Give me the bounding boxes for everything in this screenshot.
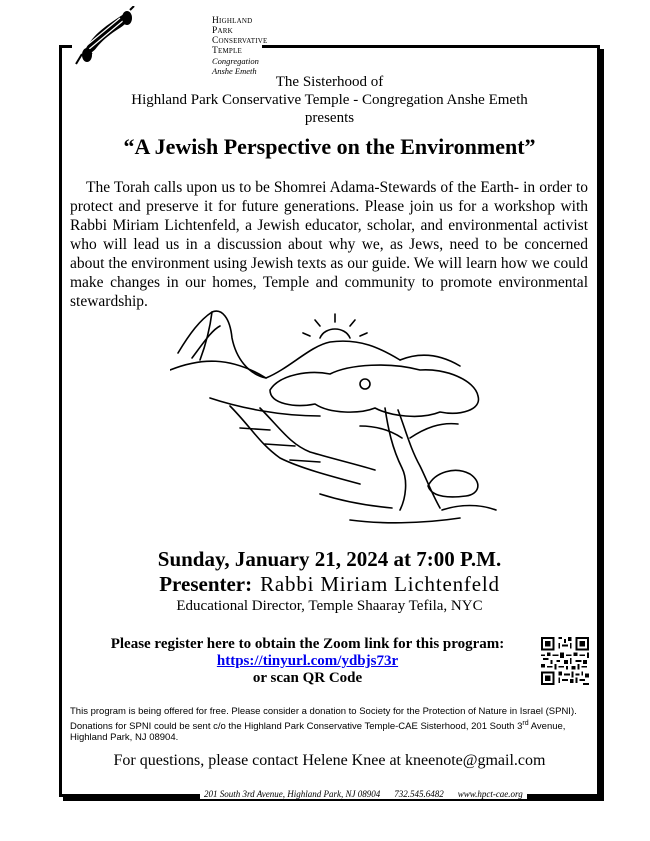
donation-note-superscript: rd [522,719,529,727]
torah-scroll-icon [72,6,138,66]
qr-code-icon[interactable] [541,637,589,685]
presenter-line [59,572,600,597]
nature-illustration [170,298,500,546]
registration-text: Please register here to obtain the Zoom link for this program: [110,636,505,652]
mountain-outline [178,311,266,378]
header-line-1: The Sisterhood of [275,74,384,90]
footer [200,789,527,799]
donation-note [70,706,590,744]
presenter-label: Presenter: [159,572,253,596]
donation-note-part-1: This program is being offered for free. Please consider a donation to Society for the Protection of Nature in Israel (SPNI). Donations for SPNI could be sent c/o the Highland Park Conservative Temple-CAE Sisterhood, 201 South 3 [70,706,577,732]
tree-canopy [270,365,478,416]
temple-logo [72,6,268,76]
header-line-2: Highland Park Conservative Temple - Congregation Anshe Emeth [131,92,528,108]
registration-link[interactable]: https://tinyurl.com/ydbjs73r [216,653,399,669]
presenter-title: Educational Director, Temple Shaaray Tefila, NYC [176,598,483,614]
logo-line-1: Highland Park [212,16,253,36]
logo-line-3: Congregation Anshe Emeth [212,56,259,76]
footer-website[interactable]: www.hpct-cae.org [457,789,523,799]
qr-instruction: or scan QR Code [252,670,363,686]
logo-line-2: Conservative Temple [212,36,268,56]
footer-address: 201 South 3rd Avenue, Highland Park, NJ 08904 [204,789,381,799]
donation-note-part-2: Avenue, Highland Park, NJ 08904. [70,720,566,744]
logo-wordmark [212,16,268,76]
header-line-3: presents [304,110,355,126]
description-text: The Torah calls upon us to be Shomrei Adama-Stewards of the Earth- in order to protect and preserve it for future generations. Please join us for a workshop with Rabbi Miriam Lichtenfeld, a Jewish educator, scholar, and environmental activist who will lead us in a discussion about why we, as Jews, need to be concerned about the environment using Jewish texts as our guide. We will learn how we could make changes in our homes, Temple and community to promote environmental stewardship. [70,179,588,310]
event-date: Sunday, January 21, 2024 at 7:00 P.M. [157,547,502,571]
footer-phone: 732.545.6482 [394,789,444,799]
contact-line: For questions, please contact Helene Knee at kneenote@gmail.com [113,752,546,769]
registration-block [70,636,545,687]
presenter-name: Rabbi Miriam Lichtenfeld [260,572,500,596]
event-description [70,178,588,311]
event-title: “A Jewish Perspective on the Environment” [123,134,536,159]
border-shadow-right [600,49,604,801]
